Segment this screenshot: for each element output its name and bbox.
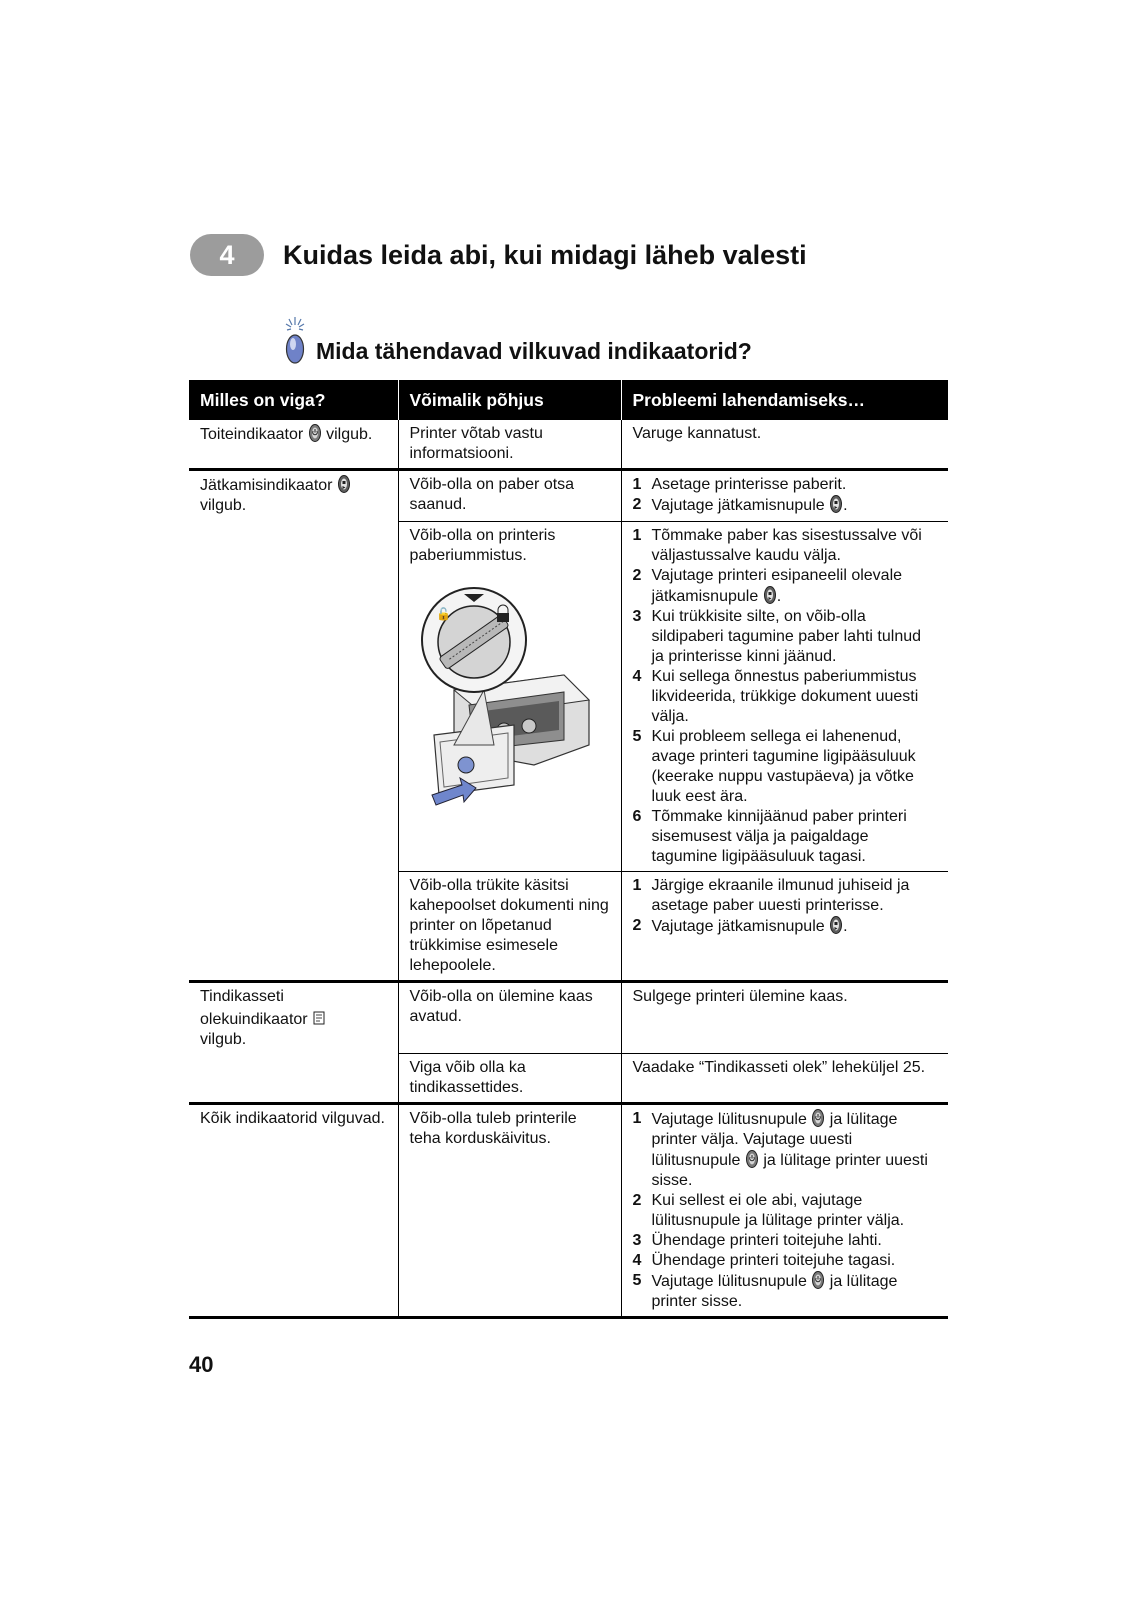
- blinking-indicator-icon: [283, 316, 307, 366]
- resume-indicator-icon: [830, 916, 842, 934]
- solution-cell: Sulgege printeri ülemine kaas.: [621, 982, 948, 1054]
- cause-cell: Võib-olla on ülemine kaas avatud.: [398, 982, 621, 1054]
- problem-cell: [189, 470, 398, 982]
- problem-cell: [189, 420, 398, 470]
- column-header: Probleemi lahendamiseks…: [621, 380, 948, 420]
- problem-text: olekuindikaator: [200, 1011, 308, 1028]
- column-header: Milles on viga?: [189, 380, 398, 420]
- power-indicator-icon: [746, 1150, 758, 1168]
- problem-cell: [189, 982, 398, 1104]
- problem-text: vilgub.: [200, 1031, 247, 1048]
- power-indicator-icon: [309, 424, 321, 442]
- chapter-title: Kuidas leida abi, kui midagi läheb valesti: [283, 240, 807, 270]
- step-item: 2 Vajutage jätkamisnupule .: [632, 917, 848, 935]
- power-indicator-icon: [812, 1109, 824, 1127]
- step-item: 3 Kui trükkisite silte, on võib-olla sildipaberi tagumine paber lahti tulnud ja printerisse kinni jäänud.: [632, 608, 922, 665]
- step-item: 1 Järgige ekraanile ilmunud juhiseid ja asetage paber uuesti printerisse.: [632, 877, 910, 914]
- solution-cell: [621, 872, 948, 982]
- table-row: [189, 470, 948, 522]
- step-item: 5 Vajutage lülitusnupule ja lülitage printer sisse.: [632, 1272, 898, 1310]
- step-item: 1 Vajutage lülitusnupule ja lülitage printer välja. Vajutage uuesti lülitusnupule ja lülitage printer uuesti sisse.: [632, 1110, 928, 1189]
- problem-text: vilgub.: [326, 426, 373, 443]
- cause-cell: Võib-olla trükite käsitsi kahepoolset dokumenti ning printer on lõpetanud trükkimise esimesele lehepoolele.: [398, 872, 621, 982]
- cause-cell: Võib-olla tuleb printerile teha korduskäivitus.: [398, 1104, 621, 1318]
- step-item: 4 Kui sellega õnnestus paberiummistus likvideerida, trükkige dokument uuesti välja.: [632, 668, 919, 725]
- step-item: 1 Asetage printerisse paberit.: [632, 476, 847, 493]
- step-item: 6 Tõmmake kinnijäänud paber printeri sisemusest välja ja paigaldage tagumine ligipääsuluuk tagasi.: [632, 808, 907, 865]
- chapter-number-badge: 4: [190, 234, 264, 276]
- svg-text:🔓: 🔓: [435, 607, 451, 621]
- solution-cell: [621, 1104, 948, 1318]
- cause-cell: [398, 522, 621, 872]
- printer-rear-access-door-illustration: [414, 580, 594, 820]
- page-number: 40: [189, 1352, 214, 1377]
- table-header-row: [189, 380, 948, 420]
- step-item: 2 Vajutage printeri esipaneelil olevale jätkamisnupule .: [632, 567, 903, 605]
- solution-cell: Vaadake “Tindikasseti olek” leheküljel 25.: [621, 1054, 948, 1104]
- power-indicator-icon: [812, 1271, 824, 1289]
- table-row: [189, 982, 948, 1054]
- solution-steps: [633, 475, 938, 516]
- step-item: 2 Vajutage jätkamisnupule .: [632, 496, 848, 514]
- step-item: 3 Ühendage printeri toitejuhe lahti.: [632, 1232, 882, 1249]
- step-item: 1 Tõmmake paber kas sisestussalve või väljastussalve kaudu välja.: [632, 527, 922, 564]
- table-row: [189, 420, 948, 470]
- problem-text: vilgub.: [200, 497, 247, 514]
- solution-steps: [633, 876, 938, 937]
- problem-text: Tindikasseti: [200, 988, 284, 1005]
- resume-indicator-icon: [830, 495, 842, 513]
- step-item: 2 Kui sellest ei ole abi, vajutage lülitusnupule ja lülitage printer välja.: [632, 1192, 905, 1229]
- problem-text: Jätkamisindikaator: [200, 477, 333, 494]
- cause-cell: Võib-olla on paber otsa saanud.: [398, 470, 621, 522]
- step-item: 4 Ühendage printeri toitejuhe tagasi.: [632, 1252, 896, 1269]
- cartridge-status-icon: [313, 1009, 325, 1027]
- resume-indicator-icon: [338, 475, 350, 493]
- resume-indicator-icon: [764, 586, 776, 604]
- step-item: 5 Kui probleem sellega ei lahenenud, avage printeri tagumine ligipääsuluuk (keerake nuppu vastupäeva) ja võtke luuk eest ära.: [632, 728, 916, 805]
- cause-text: Võib-olla on printeris paberiummistus.: [409, 527, 556, 564]
- cause-cell: Printer võtab vastu informatsiooni.: [398, 420, 621, 470]
- problem-cell: Kõik indikaatorid vilguvad.: [189, 1104, 398, 1318]
- solution-steps: [633, 526, 938, 867]
- problem-text: Toiteindikaator: [200, 426, 304, 443]
- solution-cell: [621, 522, 948, 872]
- solution-cell: [621, 470, 948, 522]
- table-row: [189, 1104, 948, 1318]
- column-header: Võimalik põhjus: [398, 380, 621, 420]
- solution-cell: Varuge kannatust.: [621, 420, 948, 470]
- indicator-troubleshooting-table: [189, 380, 948, 1319]
- solution-steps: [633, 1109, 938, 1312]
- section-title: Mida tähendavad vilkuvad indikaatorid?: [316, 338, 752, 364]
- cause-cell: Viga võib olla ka tindikassettides.: [398, 1054, 621, 1104]
